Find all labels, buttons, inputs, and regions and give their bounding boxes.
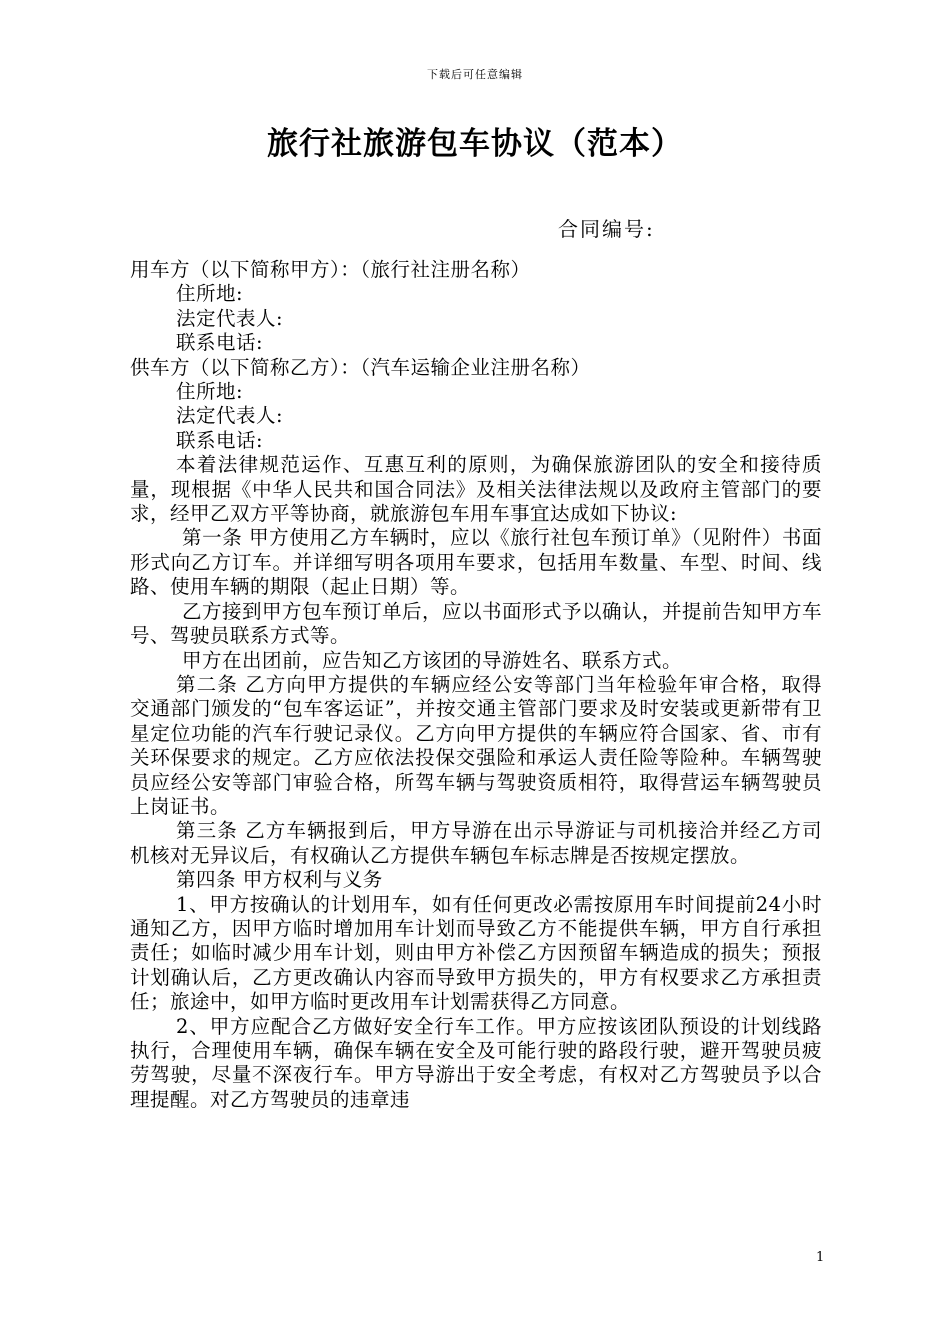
party-a-label: 用车方（以下简称甲方）：（旅行社注册名称） [130,258,531,281]
party-a-phone: 联系电话: [176,331,264,355]
article-1-paragraph-2: 乙方接到甲方包车预订单后，应以书面形式予以确认，并提前告知甲方车号、驾驶员联系方式等。 [130,599,823,648]
party-b-label: 供车方（以下简称乙方）：（汽车运输企业注册名称） [130,355,591,379]
preamble-paragraph: 本着法律规范运作、互惠互利的原则，为确保旅游团队的安全和接待质量，现根据《中华人民共和国合同法》及相关法律法规以及政府主管部门的要求，经甲乙双方平等协商，就旅游包车用车事宜达成如下协议: [130,453,822,526]
article-4-item-1: 1、甲方按确认的计划用车，如有任何更改必需按原用车时间提前24小时通知乙方，因甲方临时增加用车计划而导致乙方不能提供车辆，甲方自行承担责任；如临时减少用车计划，则由甲方补偿乙方因预留车辆造成的损失；预报计划确认后，乙方更改确认内容而导致甲方损失的，甲方有权要求乙方承担责任；旅途中，如甲方临时更改用车计划需获得乙方同意。 [130,892,822,1014]
article-1-paragraph-1: 第一条 甲方使用乙方车辆时，应以《旅行社包车预订单》（见附件）书面形式向乙方订车。并详细写明各项用车要求，包括用车数量、车型、时间、线路、使用车辆的期限（起止日期）等。 [130,526,822,599]
article-4-item-2: 2、甲方应配合乙方做好安全行车工作。甲方应按该团队预设的计划线路执行，合理使用车辆，确保车辆在安全及可能行驶的路段行驶，避开驾驶员疲劳驾驶，尽量不深夜行车。甲方导游出于安全考虑，有权对乙方驾驶员予以合理提醒。对乙方驾驶员的违章违 [130,1014,822,1111]
document-body [130,258,822,1112]
party-a-representative: 法定代表人: [176,306,284,330]
page-number: 1 [816,1250,825,1265]
header-note: 下载后可任意编辑 [427,68,523,81]
contract-number-label: 合同编号: [558,217,655,241]
article-2-paragraph: 第二条 乙方向甲方提供的车辆应经公安等部门当年检验年审合格，取得交通部门颁发的“包车客运证”，并按交通主管部门要求及时安装或更新带有卫星定位功能的汽车行驶记录仪。乙方向甲方提供的车辆应符合国家、省、市有关环保要求的规定。乙方应依法投保交强险和承运人责任险等险种。车辆驾驶员应经公安等部门审验合格，所驾车辆与驾驶资质相符，取得营运车辆驾驶员上岗证书。 [130,672,822,818]
article-4-heading: 第四条 甲方权利与义务 [176,868,383,892]
article-3-paragraph: 第三条 乙方车辆报到后，甲方导游在出示导游证与司机接洽并经乙方司机核对无异议后，有权确认乙方提供车辆包车标志牌是否按规定摆放。 [130,819,822,867]
document-title: 旅行社旅游包车协议（范本） [267,126,683,162]
party-b-phone: 联系电话: [176,428,264,452]
party-a-address: 住所地: [176,282,244,306]
party-b-address: 住所地: [176,380,244,404]
article-1-paragraph-3: 甲方在出团前，应告知乙方该团的导游姓名、联系方式。 [182,648,683,672]
party-b-representative: 法定代表人: [176,404,284,428]
